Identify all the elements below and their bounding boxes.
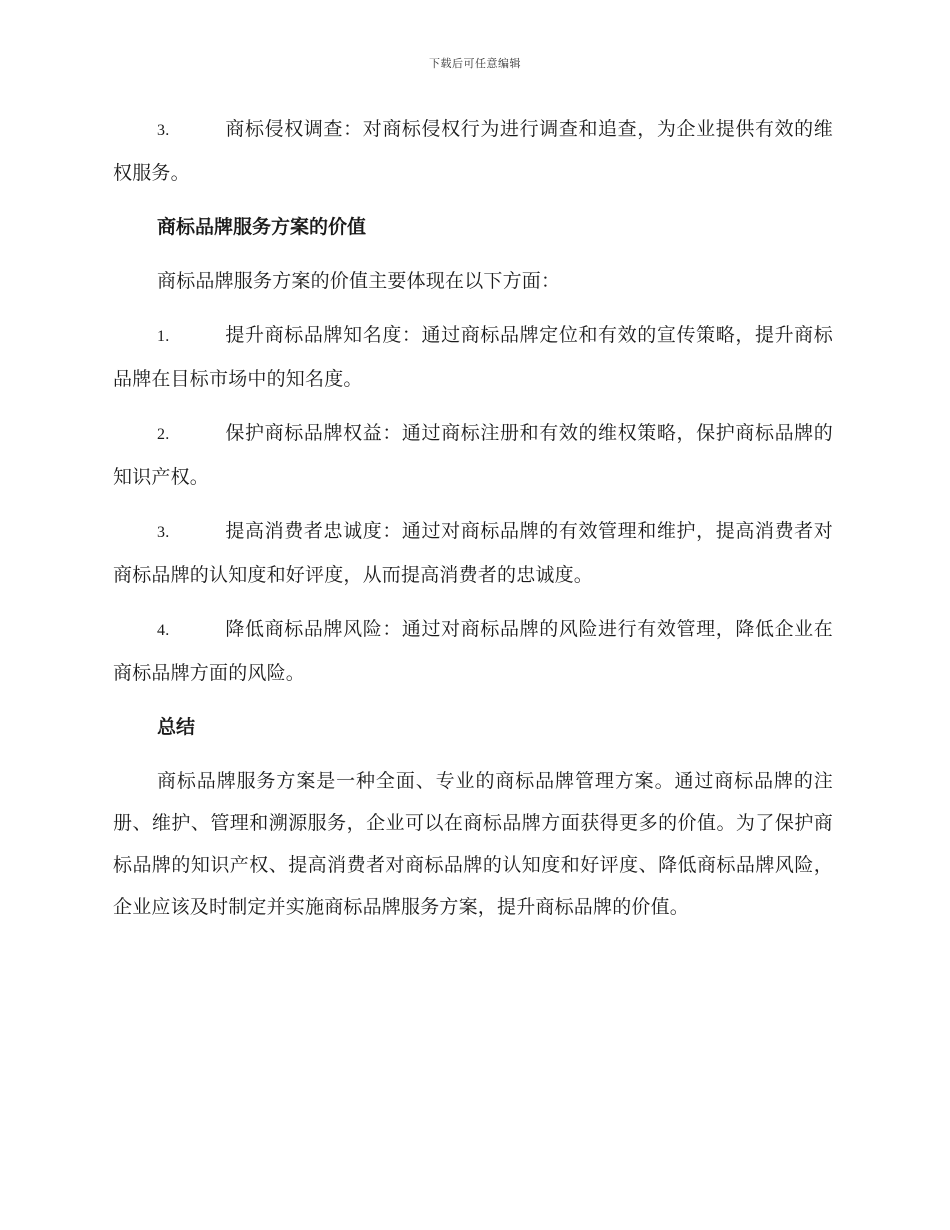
list-number: 4. xyxy=(157,622,170,639)
list-item xyxy=(113,412,833,498)
list-item-text: 保护商标品牌权益：通过商标注册和有效的维权策略，保护商标品牌的知识产权。 xyxy=(113,422,833,488)
list-item-text: 提升商标品牌知名度：通过商标品牌定位和有效的宣传策略，提升商标品牌在目标市场中的知名度。 xyxy=(113,324,833,390)
section-intro: 商标品牌服务方案的价值主要体现在以下方面： xyxy=(157,270,561,292)
list-number: 2. xyxy=(157,426,170,443)
list-item xyxy=(113,608,833,694)
list-number: 1. xyxy=(157,328,170,345)
list-item-text: 提高消费者忠诚度：通过对商标品牌的有效管理和维护，提高消费者对商标品牌的认知度和好评度，从而提高消费者的忠诚度。 xyxy=(113,520,833,586)
summary-paragraph: 商标品牌服务方案是一种全面、专业的商标品牌管理方案。通过商标品牌的注册、维护、管理和溯源服务，企业可以在商标品牌方面获得更多的价值。为了保护商标品牌的知识产权、提高消费者对商标品牌的认知度和好评度、降低商标品牌风险，企业应该及时制定并实施商标品牌服务方案，提升商标品牌的价值。 xyxy=(113,770,833,918)
page-header: 下载后可任意编辑 xyxy=(429,57,521,70)
list-item xyxy=(113,314,833,400)
list-item-trademark-investigation xyxy=(113,108,833,194)
section-heading-summary: 总结 xyxy=(157,716,196,738)
section-heading-value: 商标品牌服务方案的价值 xyxy=(157,216,367,238)
list-item xyxy=(113,510,833,596)
document-body xyxy=(113,108,833,940)
list-number: 3. xyxy=(157,524,170,541)
list-item-text: 商标侵权调查：对商标侵权行为进行调查和追查，为企业提供有效的维权服务。 xyxy=(113,118,833,184)
list-number: 3. xyxy=(157,122,170,139)
list-item-text: 降低商标品牌风险：通过对商标品牌的风险进行有效管理，降低企业在商标品牌方面的风险。 xyxy=(113,618,833,684)
